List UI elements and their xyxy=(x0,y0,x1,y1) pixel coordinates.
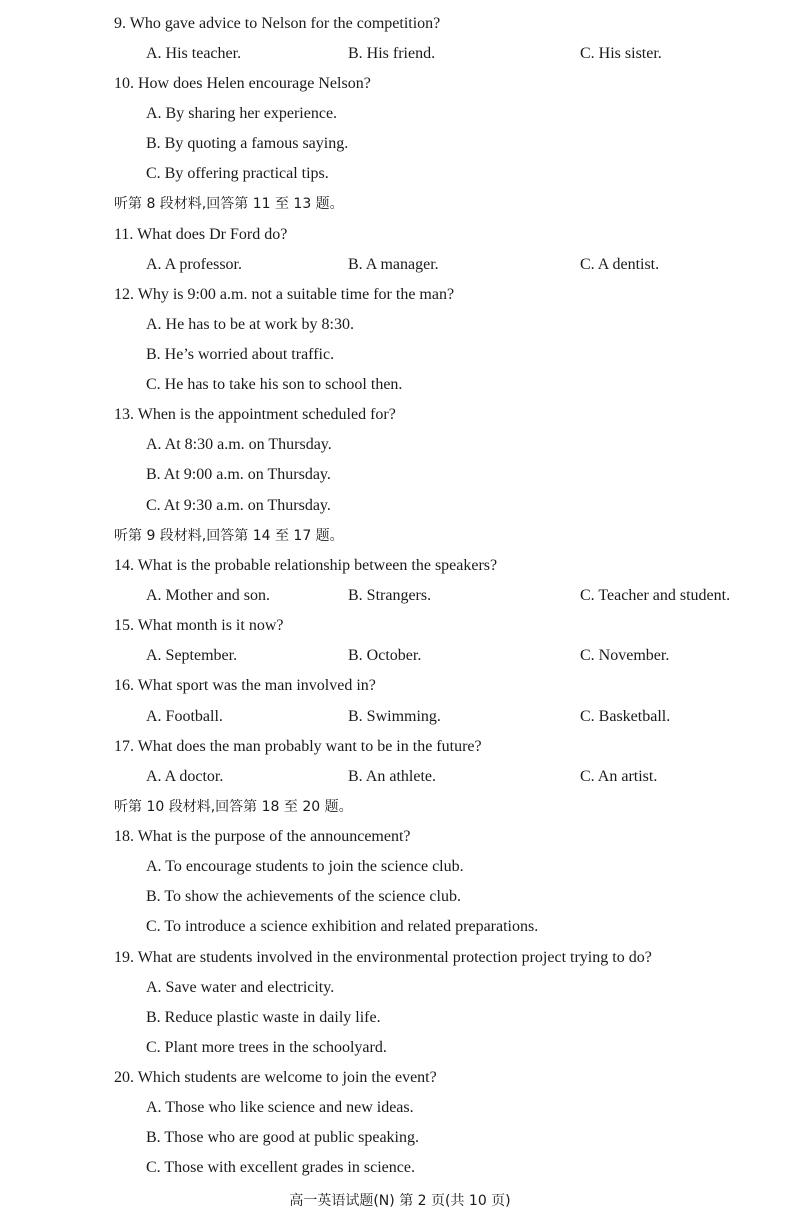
question-15-option-b: B. October. xyxy=(348,647,422,664)
question-16-option-a: A. Football. xyxy=(146,708,223,725)
question-9-options xyxy=(0,39,800,69)
question-18-option-b: B. To show the achievements of the science club. xyxy=(146,888,461,905)
question-14-option-c: C. Teacher and student. xyxy=(580,587,731,604)
section-10-instruction: 听第 10 段材料,回答第 18 至 20 题。 xyxy=(114,799,353,815)
question-13-option-c: C. At 9:30 a.m. on Thursday. xyxy=(146,497,331,514)
question-18-stem: 18. What is the purpose of the announcement? xyxy=(114,828,411,845)
question-11-option-a: A. A professor. xyxy=(146,256,242,273)
question-16-option-c: C. Basketball. xyxy=(580,708,671,725)
question-13-stem: 13. When is the appointment scheduled for? xyxy=(114,406,396,423)
question-16-options xyxy=(0,702,800,732)
question-10-option-a: A. By sharing her experience. xyxy=(146,105,338,122)
page-footer: 高一英语试题(N) 第 2 页(共 10 页) xyxy=(289,1193,511,1209)
question-19-option-a: A. Save water and electricity. xyxy=(146,979,335,996)
question-9-option-b: B. His friend. xyxy=(348,45,436,62)
question-17-option-b: B. An athlete. xyxy=(348,768,436,785)
question-20-option-a: A. Those who like science and new ideas. xyxy=(146,1099,414,1116)
question-11-option-b: B. A manager. xyxy=(348,256,439,273)
question-16-option-b: B. Swimming. xyxy=(348,708,441,725)
question-19-option-b: B. Reduce plastic waste in daily life. xyxy=(146,1009,381,1026)
question-14-option-b: B. Strangers. xyxy=(348,587,432,604)
question-18-option-a: A. To encourage students to join the science club. xyxy=(146,858,464,875)
question-9-option-a: A. His teacher. xyxy=(146,45,242,62)
question-13-option-b: B. At 9:00 a.m. on Thursday. xyxy=(146,466,331,483)
question-19-option-c: C. Plant more trees in the schoolyard. xyxy=(146,1039,387,1056)
question-10-stem: 10. How does Helen encourage Nelson? xyxy=(114,75,371,92)
question-15-option-a: A. September. xyxy=(146,647,238,664)
question-17-options xyxy=(0,762,800,792)
question-16-stem: 16. What sport was the man involved in? xyxy=(114,677,376,694)
question-9-stem: 9. Who gave advice to Nelson for the competition? xyxy=(114,15,441,32)
question-12-option-c: C. He has to take his son to school then. xyxy=(146,376,403,393)
question-15-options xyxy=(0,641,800,671)
section-8-instruction: 听第 8 段材料,回答第 11 至 13 题。 xyxy=(114,196,344,212)
question-13-option-a: A. At 8:30 a.m. on Thursday. xyxy=(146,436,332,453)
section-9-instruction: 听第 9 段材料,回答第 14 至 17 题。 xyxy=(114,528,344,544)
question-14-option-a: A. Mother and son. xyxy=(146,587,270,604)
question-20-option-c: C. Those with excellent grades in science. xyxy=(146,1159,415,1176)
question-18-option-c: C. To introduce a science exhibition and related preparations. xyxy=(146,918,539,935)
question-17-stem: 17. What does the man probably want to be in the future? xyxy=(114,738,482,755)
question-19-stem: 19. What are students involved in the environmental protection project trying to do? xyxy=(114,949,652,966)
question-15-option-c: C. November. xyxy=(580,647,670,664)
question-14-stem: 14. What is the probable relationship between the speakers? xyxy=(114,557,498,574)
question-14-options xyxy=(0,581,800,611)
question-17-option-a: A. A doctor. xyxy=(146,768,224,785)
question-10-option-b: B. By quoting a famous saying. xyxy=(146,135,349,152)
question-12-stem: 12. Why is 9:00 a.m. not a suitable time for the man? xyxy=(114,286,455,303)
question-12-option-b: B. He’s worried about traffic. xyxy=(146,346,335,363)
question-11-stem: 11. What does Dr Ford do? xyxy=(114,226,288,243)
question-12-option-a: A. He has to be at work by 8:30. xyxy=(146,316,354,333)
question-11-options xyxy=(0,250,800,280)
question-15-stem: 15. What month is it now? xyxy=(114,617,284,634)
question-10-option-c: C. By offering practical tips. xyxy=(146,165,329,182)
question-17-option-c: C. An artist. xyxy=(580,768,658,785)
question-11-option-c: C. A dentist. xyxy=(580,256,660,273)
question-20-option-b: B. Those who are good at public speaking. xyxy=(146,1129,419,1146)
question-9-option-c: C. His sister. xyxy=(580,45,662,62)
question-20-stem: 20. Which students are welcome to join the event? xyxy=(114,1069,437,1086)
